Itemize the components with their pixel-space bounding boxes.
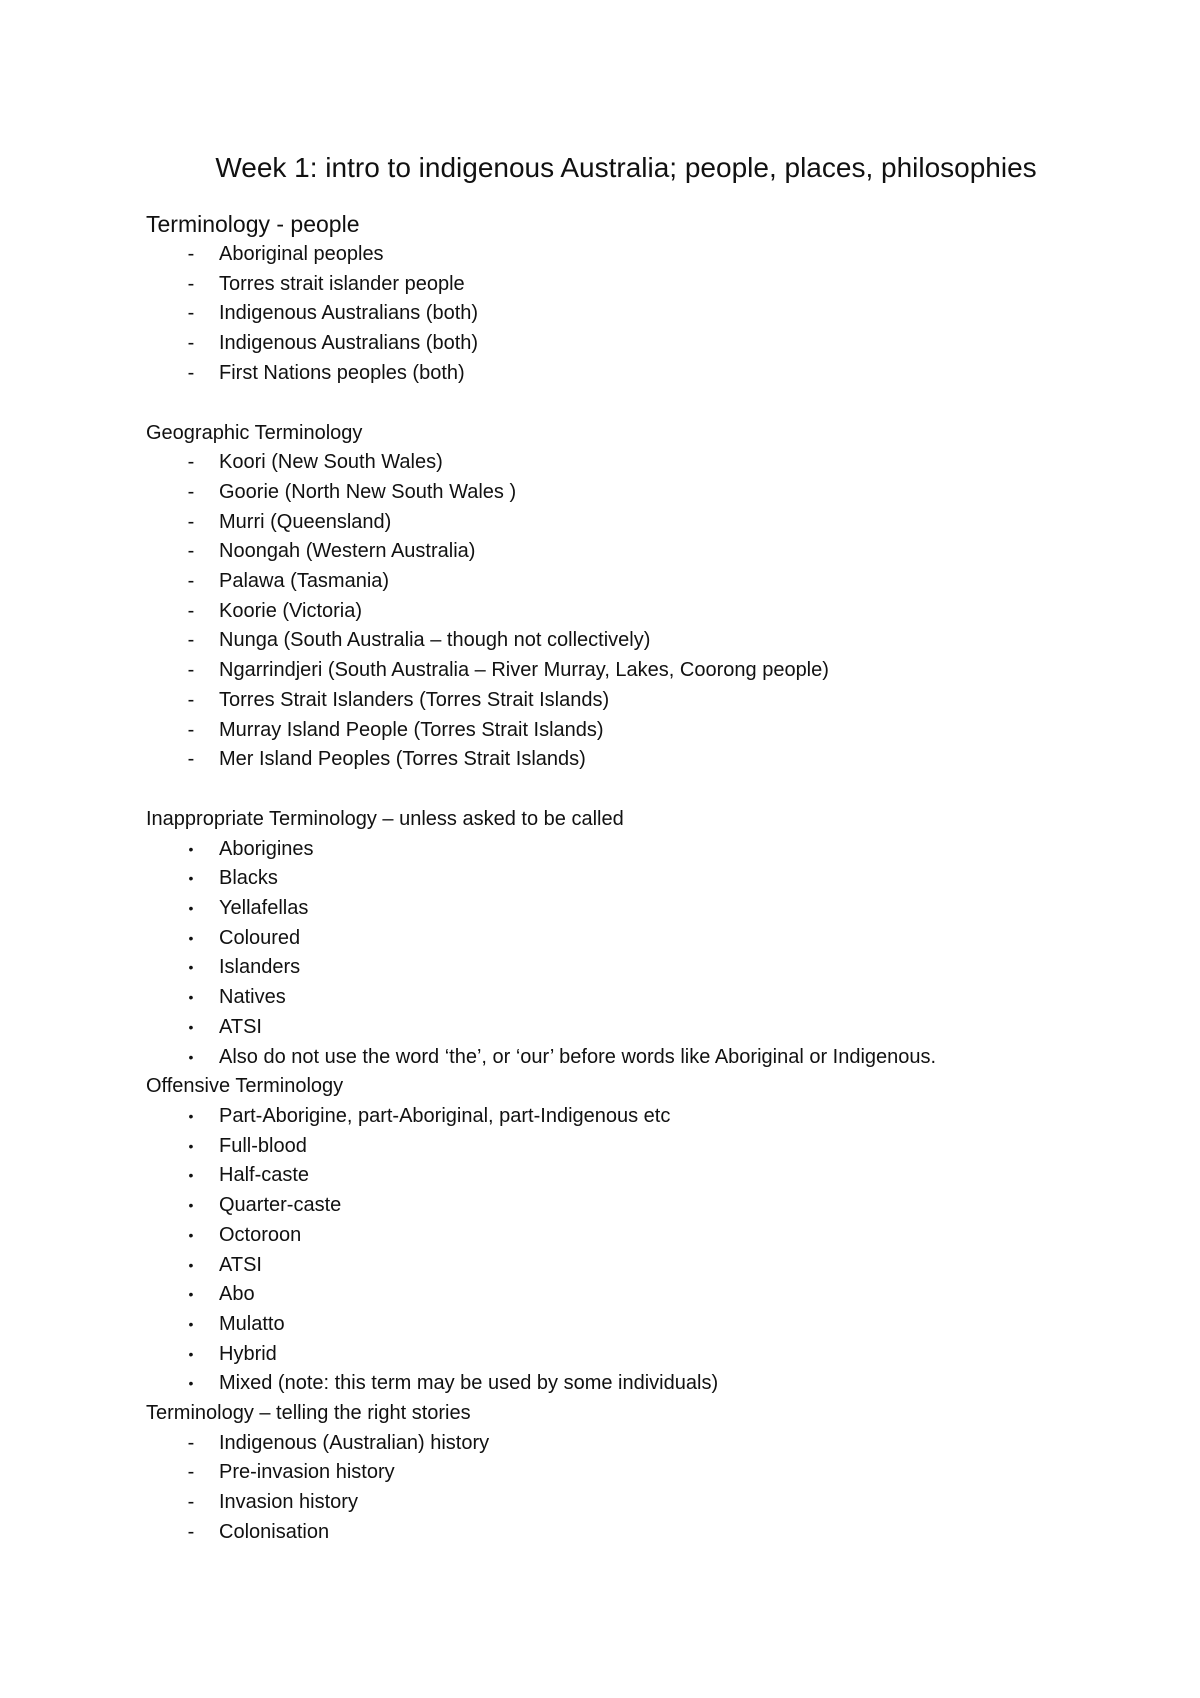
dash-marker: - (187, 361, 195, 384)
list-item-text: Abo (219, 1283, 255, 1306)
list-item (146, 1221, 1080, 1251)
bullet-marker: • (188, 1315, 194, 1332)
section-heading: Offensive Terminology (146, 1075, 344, 1098)
list-item (146, 626, 1080, 656)
list-item-text: Indigenous Australians (both) (219, 332, 479, 355)
list-item-text: Natives (219, 986, 286, 1009)
list-item-text: Quarter-caste (219, 1194, 342, 1217)
list-item (146, 924, 1080, 954)
list-item (146, 983, 1080, 1013)
dash-marker: - (187, 718, 195, 741)
dash-marker: - (187, 1491, 195, 1514)
section-inappropriate-terminology (146, 805, 1080, 1072)
list-item (146, 1013, 1080, 1043)
dash-list (146, 448, 1080, 775)
list-item (146, 686, 1080, 716)
list-item-text: Blacks (219, 867, 278, 890)
section-offensive-terminology (146, 1072, 1080, 1399)
list-item (146, 1251, 1080, 1281)
bullet-marker: • (188, 1256, 194, 1273)
list-item-text: Colonisation (219, 1520, 330, 1543)
list-item-text: ATSI (219, 1015, 262, 1038)
list-item-text: Nunga (South Australia – though not collectively) (219, 629, 651, 652)
list-item-text: Indigenous (Australian) history (219, 1431, 490, 1454)
section-heading: Geographic Terminology (146, 421, 363, 444)
section-heading: Terminology - people (146, 211, 360, 237)
list-item-text: Murri (Queensland) (219, 510, 392, 533)
bullet-list (146, 835, 1080, 1073)
list-item (146, 953, 1080, 983)
list-item (146, 597, 1080, 627)
list-item-text: Noongah (Western Australia) (219, 540, 476, 563)
dash-marker: - (187, 332, 195, 355)
list-item (146, 1132, 1080, 1162)
dash-marker: - (187, 1461, 195, 1484)
dash-marker: - (187, 540, 195, 563)
list-item-text: Mer Island Peoples (Torres Strait Islands) (219, 748, 586, 771)
list-item-text: ATSI (219, 1253, 262, 1276)
list-item (146, 1429, 1080, 1459)
list-item (146, 478, 1080, 508)
bullet-marker: • (188, 1345, 194, 1362)
bullet-marker: • (188, 959, 194, 976)
section-right-stories (146, 1399, 1080, 1548)
bullet-list (146, 1102, 1080, 1399)
list-item-text: Indigenous Australians (both) (219, 302, 479, 325)
list-item (146, 1161, 1080, 1191)
section-geographic-terminology (146, 419, 1080, 775)
dash-marker: - (187, 599, 195, 622)
bullet-marker: • (188, 900, 194, 917)
list-item-text: Mulatto (219, 1312, 285, 1335)
bullet-marker: • (188, 1018, 194, 1035)
dash-marker: - (187, 688, 195, 711)
dash-marker: - (187, 748, 195, 771)
bullet-marker: • (188, 989, 194, 1006)
list-item (146, 1191, 1080, 1221)
list-item-text: Torres Strait Islanders (Torres Strait Islands) (219, 688, 610, 711)
list-item (146, 1043, 1080, 1073)
list-item-text: Palawa (Tasmania) (219, 570, 390, 593)
list-item-text: Goorie (North New South Wales ) (219, 480, 517, 503)
list-item-text: Koorie (Victoria) (219, 599, 363, 622)
bullet-marker: • (188, 840, 194, 857)
dash-list (146, 1429, 1080, 1548)
list-item (146, 537, 1080, 567)
list-item (146, 835, 1080, 865)
list-item-text: Invasion history (219, 1491, 358, 1514)
list-item (146, 270, 1080, 300)
list-item-text: Aborigines (219, 837, 314, 860)
list-item (146, 1310, 1080, 1340)
bullet-marker: • (188, 1226, 194, 1243)
list-item (146, 1488, 1080, 1518)
section-heading: Inappropriate Terminology – unless asked to be called (146, 807, 624, 830)
list-item (146, 359, 1080, 389)
dash-marker: - (187, 570, 195, 593)
list-item (146, 716, 1080, 746)
list-item (146, 508, 1080, 538)
dash-list (146, 240, 1080, 389)
list-item-text: Hybrid (219, 1342, 277, 1365)
list-item-text: Ngarrindjeri (South Australia – River Murray, Lakes, Coorong people) (219, 659, 829, 682)
list-item-text: Also do not use the word ‘the’, or ‘our’ before words like Aboriginal or Indigenous. (219, 1045, 937, 1068)
list-item (146, 329, 1080, 359)
page-title: Week 1: intro to indigenous Australia; people, places, philosophies (215, 152, 1037, 183)
dash-marker: - (187, 629, 195, 652)
dash-marker: - (187, 480, 195, 503)
dash-marker: - (187, 1431, 195, 1454)
list-item (146, 567, 1080, 597)
list-item (146, 1369, 1080, 1399)
dash-marker: - (187, 243, 195, 265)
dash-marker: - (187, 302, 195, 325)
bullet-marker: • (188, 1197, 194, 1214)
list-item-text: First Nations peoples (both) (219, 361, 465, 384)
list-item-text: Torres strait islander people (219, 272, 465, 295)
list-item-text: Full-blood (219, 1134, 307, 1157)
list-item-text: Pre-invasion history (219, 1461, 395, 1484)
list-item-text: Part-Aborigine, part-Aboriginal, part-Indigenous etc (219, 1104, 671, 1127)
list-item (146, 1340, 1080, 1370)
bullet-marker: • (188, 1167, 194, 1184)
list-item-text: Mixed (note: this term may be used by some individuals) (219, 1372, 719, 1395)
list-item-text: Islanders (219, 956, 301, 979)
list-item-text: Murray Island People (Torres Strait Islands) (219, 718, 604, 741)
bullet-marker: • (188, 1048, 194, 1065)
list-item (146, 864, 1080, 894)
list-item (146, 1458, 1080, 1488)
list-item-text: Yellafellas (219, 897, 309, 920)
list-item (146, 299, 1080, 329)
list-item (146, 1102, 1080, 1132)
list-item (146, 656, 1080, 686)
dash-marker: - (187, 510, 195, 533)
list-item (146, 894, 1080, 924)
list-item-text: Aboriginal peoples (219, 243, 384, 265)
dash-marker: - (187, 451, 195, 474)
list-item-text: Octoroon (219, 1223, 302, 1246)
list-item-text: Koori (New South Wales) (219, 451, 443, 474)
spacer (146, 389, 1080, 419)
list-item (146, 448, 1080, 478)
bullet-marker: • (188, 1375, 194, 1392)
bullet-marker: • (188, 870, 194, 887)
section-terminology-people (146, 208, 1080, 389)
bullet-marker: • (188, 1107, 194, 1124)
list-item (146, 240, 1080, 270)
dash-marker: - (187, 272, 195, 295)
dash-marker: - (187, 1520, 195, 1543)
list-item (146, 1280, 1080, 1310)
spacer (146, 775, 1080, 805)
list-item (146, 745, 1080, 775)
list-item (146, 1518, 1080, 1548)
bullet-marker: • (188, 929, 194, 946)
section-heading: Terminology – telling the right stories (146, 1402, 471, 1425)
list-item-text: Coloured (219, 926, 301, 949)
bullet-marker: • (188, 1137, 194, 1154)
dash-marker: - (187, 659, 195, 682)
bullet-marker: • (188, 1286, 194, 1303)
list-item-text: Half-caste (219, 1164, 310, 1187)
